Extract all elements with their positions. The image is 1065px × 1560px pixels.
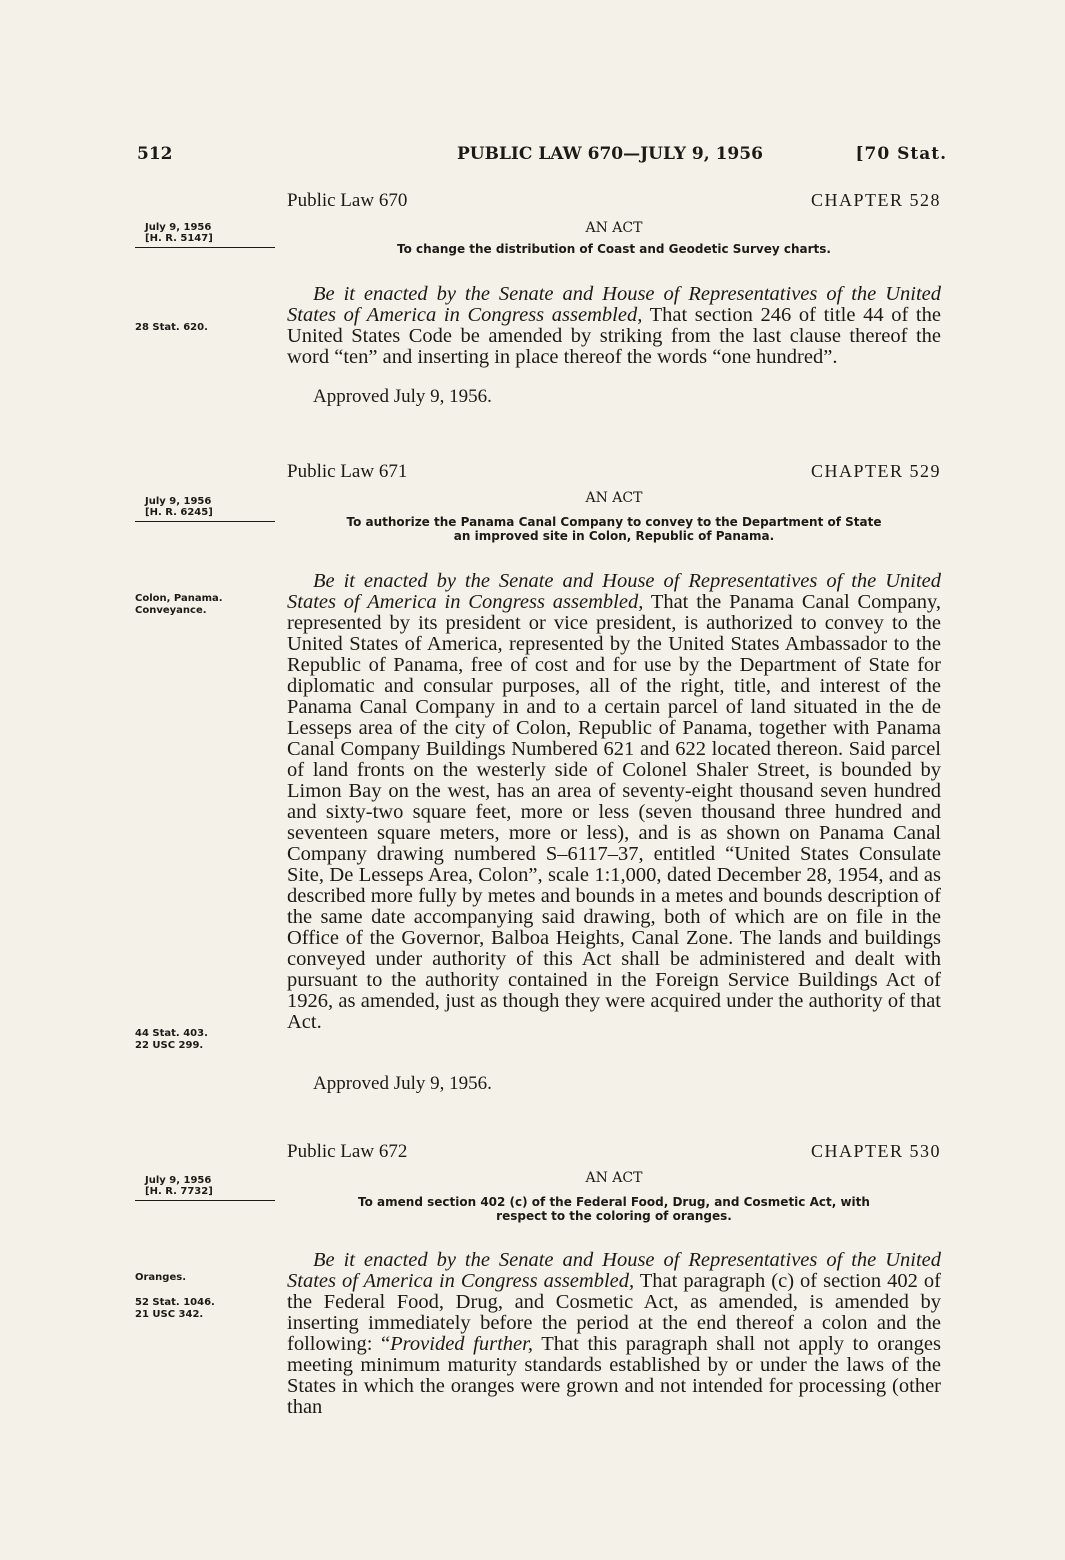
enacting-clause: Be it enacted by the Senate and House of Representatives of the United States of America in Congress assembled, xyxy=(287,1249,941,1292)
citation-line: 52 Stat. 1046. xyxy=(135,1297,215,1308)
proviso-phrase: Provided further, xyxy=(390,1333,533,1355)
enacting-clause: Be it enacted by the Senate and House of Representatives of the United States of America in Congress assembled, xyxy=(287,570,941,613)
law-671-heading xyxy=(287,461,941,487)
bill-note: [H. R. 5147] xyxy=(145,233,213,244)
law-671-body: That the Panama Canal Company, represented by its president or vice president, is authorized to convey to the United States of America, represented by the United States Ambassador to the Republic of Panama, free of cost and for use by the Department of State for diplomatic and consular purposes, all of the right, title, and interest of the Panama Canal Company in and to a certain parcel of land situated in the de Lesseps area of the city of Colon, Republic of Panama, together with Panama Canal Company Buildings Numbered 621 and 622 located thereon. Said parcel of land fronts on the westerly side of Colonel Shaler Street, is bounded by Limon Bay on the west, has an area of seventy-eight thousand seven hundred and sixty-two square feet, more or less (seven thousand three hundred and seventeen square meters, more or less), and is as shown on Panama Canal Company drawing numbered S–6117–37, entitled “United States Consulate Site, De Lesseps Area, Colon”, scale 1:1,000, dated December 28, 1954, and as described more fully by metes and bounds in a metes and bounds description of the same date accompanying said drawing, both of which are on file in the Office of the Governor, Balboa Heights, Canal Zone. The lands and buildings conveyed under authority of this Act shall be administered and dealt with pursuant to the authority contained in the Foreign Service Buildings Act of 1926, as amended, just as though they were acquired under the authority of that Act. xyxy=(287,591,941,1033)
public-law-number: Public Law 671 xyxy=(287,461,408,482)
date-note: July 9, 1956 xyxy=(145,222,212,233)
running-title: PUBLIC LAW 670—JULY 9, 1956 xyxy=(457,144,763,164)
page-number: 512 xyxy=(137,144,173,164)
law-671-history-note xyxy=(135,496,275,522)
law-671-text xyxy=(287,571,941,1033)
approval-date: Approved July 9, 1956. xyxy=(313,386,492,407)
running-header xyxy=(137,144,947,168)
law-670-history-note xyxy=(135,222,275,248)
chapter-number: CHAPTER 530 xyxy=(810,1141,941,1161)
topic-note xyxy=(135,593,275,617)
public-law-number: Public Law 670 xyxy=(287,190,408,211)
date-note: July 9, 1956 xyxy=(145,496,212,507)
volume-reference: [70 Stat. xyxy=(855,144,947,164)
an-act-label: AN ACT xyxy=(585,220,643,236)
public-law-number: Public Law 672 xyxy=(287,1141,408,1162)
law-670-purpose: To change the distribution of Coast and Geodetic Survey charts. xyxy=(397,242,831,256)
topic-note: Oranges. xyxy=(135,1272,186,1283)
law-672-purpose xyxy=(287,1195,941,1223)
bill-note: [H. R. 6245] xyxy=(145,507,213,518)
statute-citation-note xyxy=(135,1028,275,1052)
citation-line: 22 USC 299. xyxy=(135,1040,204,1051)
law-670-text xyxy=(287,284,941,368)
law-672-text xyxy=(287,1250,941,1418)
law-672-heading xyxy=(287,1141,941,1167)
law-670-body: That section 246 of title 44 of the United States Code be amended by striking from the last clause thereof the word “ten” and inserting in place thereof the words “one hundred”. xyxy=(287,304,941,368)
statute-citation-note: 28 Stat. 620. xyxy=(135,322,208,333)
statute-citation-note xyxy=(135,1297,275,1321)
law-672-history-note xyxy=(135,1175,275,1201)
purpose-line: To authorize the Panama Canal Company to convey to the Department of State xyxy=(346,515,882,529)
law-671-purpose xyxy=(287,515,941,543)
an-act-label: AN ACT xyxy=(585,490,643,506)
law-670-heading xyxy=(287,190,941,216)
citation-line: 44 Stat. 403. xyxy=(135,1028,208,1039)
chapter-number: CHAPTER 529 xyxy=(810,461,941,481)
law-672-body-part1: That paragraph (c) of section 402 of the Federal Food, Drug, and Cosmetic Act, as amended, is amended by inserting immediately before the period at the end thereof a colon and the following: “ xyxy=(287,1270,941,1355)
purpose-line: an improved site in Colon, Republic of Panama. xyxy=(453,529,775,543)
approval-date: Approved July 9, 1956. xyxy=(313,1073,492,1094)
topic-note-line: Colon, Panama. xyxy=(135,593,223,604)
purpose-line: respect to the coloring of oranges. xyxy=(496,1209,732,1223)
topic-note-line: Conveyance. xyxy=(135,605,207,616)
citation-line: 21 USC 342. xyxy=(135,1309,204,1320)
date-note: July 9, 1956 xyxy=(145,1175,212,1186)
chapter-number: CHAPTER 528 xyxy=(810,190,941,210)
an-act-label: AN ACT xyxy=(585,1170,643,1186)
bill-note: [H. R. 7732] xyxy=(145,1186,213,1197)
enacting-clause: Be it enacted by the Senate and House of Representatives of the United States of America in Congress assembled, xyxy=(287,283,941,326)
purpose-line: To amend section 402 (c) of the Federal Food, Drug, and Cosmetic Act, with xyxy=(358,1195,870,1209)
law-672-body-part2: That this paragraph shall not apply to oranges meeting minimum maturity standards established by or under the laws of the States in which the oranges were grown and not intended for processing (other than xyxy=(287,1333,942,1418)
